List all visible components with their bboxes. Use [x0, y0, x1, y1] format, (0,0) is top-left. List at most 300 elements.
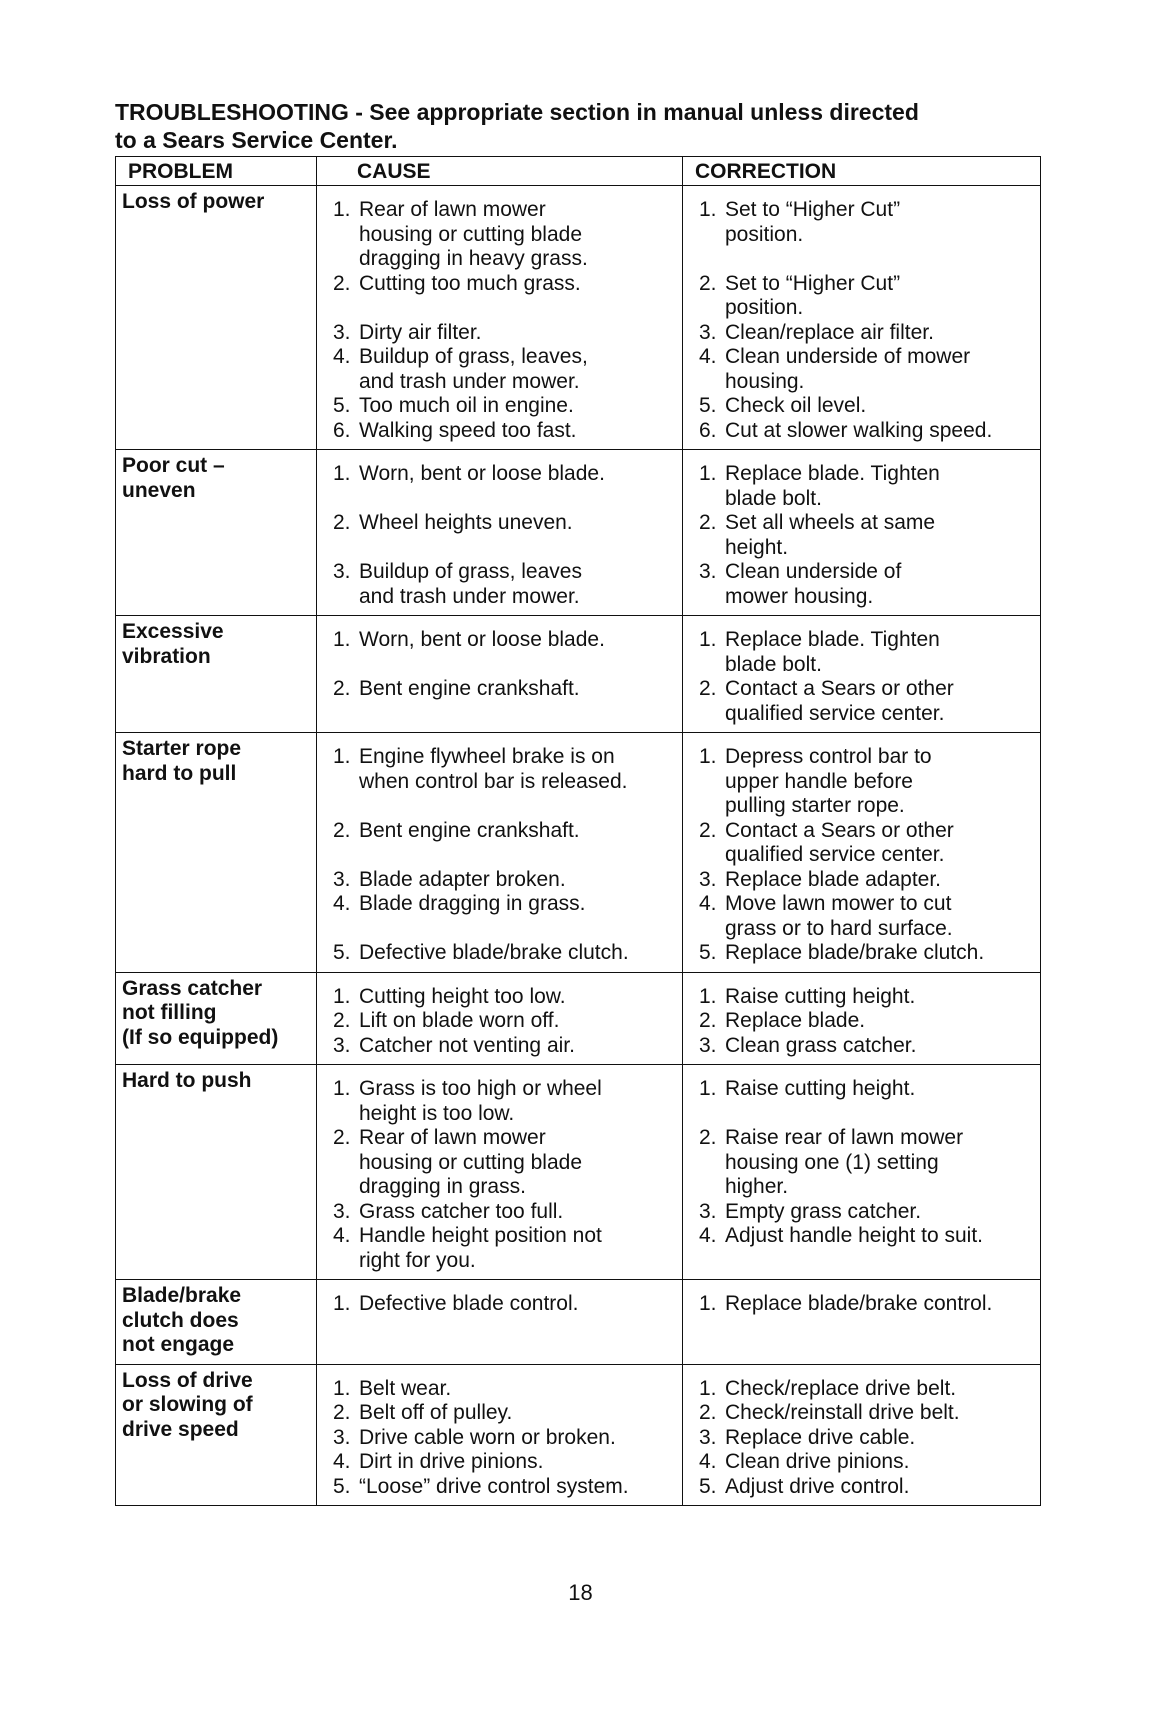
cause-cell: [317, 1364, 683, 1506]
cause-item-text: [359, 1426, 676, 1451]
cause-item: [323, 1200, 676, 1225]
correction-item-line: Clean underside of: [725, 560, 902, 583]
correction-item-line: blade bolt.: [725, 486, 822, 510]
cause-item-line: Bent engine crankshaft.: [359, 818, 580, 842]
cause-list: [323, 462, 676, 609]
cause-item-line: Belt wear.: [359, 1376, 452, 1400]
cause-item: [323, 1077, 676, 1126]
cause-item-text: [359, 345, 676, 394]
correction-item-text: [725, 511, 1034, 560]
problem-label-line: clutch does: [122, 1308, 239, 1332]
cause-list: [323, 628, 676, 702]
cause-item-line: Dirty air filter.: [359, 320, 482, 344]
cause-item-line: Belt off of pulley.: [359, 1401, 513, 1424]
cause-cell: [317, 450, 683, 616]
problem-cell: [116, 1065, 317, 1280]
correction-list: [689, 1292, 1034, 1317]
correction-item: [689, 419, 1034, 444]
header-cause: CAUSE: [317, 157, 683, 186]
correction-item-text: [725, 345, 1034, 394]
correction-item-number: 1.: [699, 1292, 717, 1315]
cause-item-line: Catcher not venting air.: [359, 1033, 575, 1057]
problem-label-line: Loss of drive: [122, 1368, 253, 1392]
correction-item-line: Clean underside of mower: [725, 345, 971, 368]
correction-item-text: [725, 985, 1034, 1010]
correction-item: [689, 941, 1034, 966]
cause-item-line: Blade adapter broken.: [359, 867, 566, 891]
cause-cell: [317, 1280, 683, 1365]
cause-item-text: [359, 394, 676, 419]
cause-item-text: [359, 560, 676, 609]
correction-item-line: Replace blade. Tighten: [725, 628, 940, 651]
problem-label-line: or slowing of: [122, 1393, 253, 1416]
cause-item-text: [359, 985, 676, 1010]
cause-item-line: Engine flywheel brake is on: [359, 745, 615, 768]
correction-item-number: 2.: [699, 1126, 717, 1149]
correction-item-text: [725, 1292, 1034, 1317]
cause-item-line: Lift on blade worn off.: [359, 1009, 560, 1032]
correction-item-line: Move lawn mower to cut: [725, 892, 952, 915]
correction-item-line: Replace blade/brake clutch.: [725, 941, 985, 964]
correction-item-line: Set to “Higher Cut”: [725, 271, 901, 295]
correction-item-number: 2.: [699, 818, 717, 842]
problem-label-line: not filling: [122, 1001, 217, 1024]
correction-item-number: 2.: [699, 271, 717, 295]
cause-item-text: [359, 419, 676, 444]
problem-label-line: drive speed: [122, 1417, 239, 1441]
cause-item-number: 5.: [333, 394, 351, 417]
cause-item-line: Dirt in drive pinions.: [359, 1450, 544, 1473]
correction-item-text: [725, 1126, 1034, 1200]
correction-item-number: 4.: [699, 1450, 717, 1473]
correction-item-text: [725, 868, 1034, 893]
correction-item-line: Empty grass catcher.: [725, 1199, 922, 1223]
correction-item-number: 1.: [699, 462, 717, 485]
problem-label-line: Poor cut –: [122, 454, 225, 477]
correction-item: [689, 1077, 1034, 1102]
cause-item: [323, 745, 676, 794]
cause-item-line: Rear of lawn mower: [359, 1126, 546, 1149]
correction-item: [689, 1450, 1034, 1475]
correction-item-line: Adjust handle height to suit.: [725, 1224, 984, 1247]
correction-item-line: Clean/replace air filter.: [725, 320, 934, 344]
correction-item-number: 3.: [699, 560, 717, 583]
cause-item: [323, 1224, 676, 1273]
cause-item: [323, 198, 676, 272]
cause-item-line: right for you.: [359, 1248, 476, 1272]
cause-item-text: [359, 677, 676, 702]
cause-item-text: [359, 1224, 676, 1273]
cause-item: [323, 1009, 676, 1034]
cause-item-line: Blade dragging in grass.: [359, 892, 586, 915]
cause-item-number: 4.: [333, 345, 351, 368]
correction-item-text: [725, 419, 1034, 444]
table-row: [116, 1364, 1041, 1506]
cause-item-number: 3.: [333, 1033, 351, 1057]
correction-item-text: [725, 745, 1034, 819]
cause-item-number: 4.: [333, 1450, 351, 1473]
correction-item-number: 3.: [699, 1199, 717, 1223]
cause-item-number: 5.: [333, 941, 351, 964]
correction-item: [689, 1292, 1034, 1317]
correction-item-line: Check/reinstall drive belt.: [725, 1401, 960, 1424]
header-problem: PROBLEM: [116, 157, 317, 186]
cause-cell: [317, 616, 683, 733]
correction-item-line: Replace blade/brake control.: [725, 1292, 993, 1315]
correction-item-line: Contact a Sears or other: [725, 677, 954, 700]
cause-item: [323, 1377, 676, 1402]
problem-cell: [116, 972, 317, 1065]
cause-cell: [317, 1065, 683, 1280]
cause-item-text: [359, 819, 676, 844]
cause-list: [323, 745, 676, 966]
cause-item: [323, 272, 676, 297]
cause-list: [323, 198, 676, 443]
correction-item-number: 3.: [699, 1033, 717, 1057]
table-header-row: [116, 157, 1041, 186]
correction-item-line: housing.: [725, 369, 805, 393]
correction-item-line: height.: [725, 535, 789, 559]
cause-item-number: 3.: [333, 867, 351, 891]
correction-item-line: qualified service center.: [725, 843, 945, 866]
correction-list: [689, 198, 1034, 443]
cause-list: [323, 1377, 676, 1500]
table-row: [116, 1280, 1041, 1365]
cause-item-line: when control bar is released.: [359, 769, 628, 793]
cause-item-number: 2.: [333, 271, 351, 295]
correction-item-text: [725, 394, 1034, 419]
correction-item: [689, 272, 1034, 321]
correction-list: [689, 745, 1034, 966]
correction-item-number: 3.: [699, 867, 717, 891]
cause-item-number: 1.: [333, 1077, 351, 1100]
correction-item-text: [725, 941, 1034, 966]
correction-item-text: [725, 1426, 1034, 1451]
cause-item-line: Bent engine crankshaft.: [359, 677, 580, 700]
correction-item-text: [725, 819, 1034, 868]
correction-item: [689, 892, 1034, 941]
cause-cell: [317, 972, 683, 1065]
problem-label-line: hard to pull: [122, 761, 237, 785]
correction-item: [689, 345, 1034, 394]
problem-cell: [116, 450, 317, 616]
correction-item-line: mower housing.: [725, 584, 874, 608]
correction-item-text: [725, 892, 1034, 941]
correction-item: [689, 1401, 1034, 1426]
correction-item-text: [725, 1401, 1034, 1426]
problem-label-line: Grass catcher: [122, 976, 263, 1000]
correction-item-text: [725, 628, 1034, 677]
correction-cell: [683, 616, 1041, 733]
cause-item-number: 1.: [333, 198, 351, 221]
cause-item-line: Handle height position not: [359, 1224, 602, 1247]
cause-item: [323, 985, 676, 1010]
title-line-2: to a Sears Service Center.: [115, 127, 398, 153]
problem-cell: [116, 1280, 317, 1365]
correction-item-text: [725, 1450, 1034, 1475]
cause-item-number: 3.: [333, 1199, 351, 1223]
correction-item-line: higher.: [725, 1175, 789, 1198]
page-title: [115, 98, 1040, 154]
cause-item-text: [359, 1009, 676, 1034]
correction-item: [689, 745, 1034, 819]
cause-item-line: Buildup of grass, leaves,: [359, 345, 588, 368]
correction-item-number: 6.: [699, 418, 717, 442]
cause-item-text: [359, 1126, 676, 1200]
cause-item-text: [359, 892, 676, 917]
correction-item-text: [725, 1377, 1034, 1402]
cause-item-text: [359, 1200, 676, 1225]
correction-list: [689, 1377, 1034, 1500]
problem-label-line: Loss of power: [122, 190, 265, 213]
correction-item-number: 2.: [699, 1401, 717, 1424]
problem-label-line: Hard to push: [122, 1069, 252, 1092]
correction-item-line: Clean grass catcher.: [725, 1033, 917, 1057]
cause-item: [323, 892, 676, 917]
cause-item-number: 6.: [333, 418, 351, 442]
correction-item-line: Contact a Sears or other: [725, 818, 954, 842]
problem-cell: [116, 616, 317, 733]
correction-item-line: position.: [725, 222, 804, 246]
table-body: [116, 186, 1041, 1506]
cause-item: [323, 628, 676, 653]
correction-cell: [683, 972, 1041, 1065]
cause-item: [323, 511, 676, 536]
correction-item-line: Set to “Higher Cut”: [725, 198, 901, 221]
correction-item-text: [725, 198, 1034, 247]
page-number: 18: [568, 1580, 593, 1605]
cause-item: [323, 819, 676, 844]
correction-item: [689, 394, 1034, 419]
cause-item-number: 4.: [333, 1224, 351, 1247]
correction-item-line: position.: [725, 296, 804, 319]
correction-item-number: 1.: [699, 984, 717, 1008]
correction-item-line: grass or to hard surface.: [725, 916, 953, 940]
correction-item-line: Adjust drive control.: [725, 1474, 910, 1498]
cause-item-line: and trash under mower.: [359, 369, 580, 393]
correction-item: [689, 1200, 1034, 1225]
correction-item-number: 1.: [699, 1376, 717, 1400]
table-row: [116, 733, 1041, 973]
correction-item-line: Clean drive pinions.: [725, 1450, 910, 1473]
cause-item-number: 3.: [333, 1425, 351, 1449]
problem-label-line: Excessive: [122, 620, 224, 643]
cause-item-line: dragging in grass.: [359, 1175, 526, 1198]
correction-item-text: [725, 321, 1034, 346]
correction-item-number: 5.: [699, 941, 717, 964]
cause-item: [323, 321, 676, 346]
correction-item-text: [725, 462, 1034, 511]
cause-item-line: Walking speed too fast.: [359, 418, 577, 442]
cause-item: [323, 345, 676, 394]
problem-label-line: not engage: [122, 1333, 235, 1356]
correction-item-text: [725, 560, 1034, 609]
cause-item-text: [359, 462, 676, 487]
correction-item-line: Replace blade.: [725, 1009, 866, 1032]
correction-item: [689, 868, 1034, 893]
cause-item-line: height is too low.: [359, 1101, 515, 1125]
cause-item-text: [359, 1377, 676, 1402]
cause-item-line: Cutting height too low.: [359, 984, 566, 1008]
correction-cell: [683, 450, 1041, 616]
correction-item: [689, 985, 1034, 1010]
correction-cell: [683, 186, 1041, 450]
cause-cell: [317, 733, 683, 973]
correction-item-number: 5.: [699, 1474, 717, 1498]
cause-list: [323, 1077, 676, 1273]
correction-item-line: Raise cutting height.: [725, 984, 916, 1008]
problem-label-line: vibration: [122, 644, 211, 668]
cause-item-number: 2.: [333, 511, 351, 534]
correction-item-number: 2.: [699, 677, 717, 700]
correction-item: [689, 819, 1034, 868]
cause-item-number: 1.: [333, 462, 351, 485]
correction-item-text: [725, 1475, 1034, 1500]
cause-item-number: 1.: [333, 984, 351, 1008]
cause-item-number: 5.: [333, 1474, 351, 1498]
correction-item-text: [725, 1009, 1034, 1034]
correction-item: [689, 677, 1034, 726]
cause-item-number: 1.: [333, 1376, 351, 1400]
problem-label-line: (If so equipped): [122, 1025, 279, 1049]
correction-item: [689, 1034, 1034, 1059]
cause-item-number: 1.: [333, 1292, 351, 1315]
header-correction: CORRECTION: [683, 157, 1041, 186]
cause-item-text: [359, 272, 676, 297]
cause-item-line: Wheel heights uneven.: [359, 511, 573, 534]
correction-cell: [683, 1364, 1041, 1506]
correction-item-line: blade bolt.: [725, 652, 822, 676]
correction-item-number: 2.: [699, 1009, 717, 1032]
correction-item-number: 4.: [699, 1224, 717, 1247]
correction-cell: [683, 1280, 1041, 1365]
cause-item-text: [359, 868, 676, 893]
cause-item-text: [359, 511, 676, 536]
table-row: [116, 186, 1041, 450]
cause-item-text: [359, 1034, 676, 1059]
correction-item-number: 3.: [699, 320, 717, 344]
table-row: [116, 616, 1041, 733]
cause-item-line: dragging in heavy grass.: [359, 247, 588, 270]
cause-item-line: Buildup of grass, leaves: [359, 560, 582, 583]
cause-item-number: 1.: [333, 628, 351, 651]
cause-item-text: [359, 1401, 676, 1426]
cause-item-line: Defective blade/brake clutch.: [359, 941, 629, 964]
correction-item-text: [725, 677, 1034, 726]
correction-item-line: qualified service center.: [725, 701, 945, 725]
correction-item-line: Cut at slower walking speed.: [725, 418, 993, 442]
cause-item-text: [359, 1292, 676, 1317]
correction-item-number: 1.: [699, 1077, 717, 1100]
correction-item-number: 4.: [699, 345, 717, 368]
cause-item-text: [359, 1475, 676, 1500]
correction-list: [689, 462, 1034, 609]
correction-item-line: pulling starter rope.: [725, 794, 905, 817]
cause-item-text: [359, 1077, 676, 1126]
cause-item: [323, 1426, 676, 1451]
correction-item: [689, 560, 1034, 609]
cause-item-text: [359, 198, 676, 272]
cause-item-number: 4.: [333, 892, 351, 915]
cause-item: [323, 1450, 676, 1475]
correction-cell: [683, 1065, 1041, 1280]
correction-item-line: Depress control bar to: [725, 745, 932, 768]
cause-item: [323, 1292, 676, 1317]
correction-item-number: 5.: [699, 394, 717, 417]
cause-item-text: [359, 941, 676, 966]
correction-item-line: Raise cutting height.: [725, 1077, 916, 1100]
cause-item-number: 2.: [333, 677, 351, 700]
correction-item-text: [725, 1224, 1034, 1249]
cause-item-number: 2.: [333, 1009, 351, 1032]
cause-item: [323, 1034, 676, 1059]
cause-item: [323, 941, 676, 966]
cause-item-line: Grass catcher too full.: [359, 1199, 564, 1223]
correction-item-line: Replace drive cable.: [725, 1425, 916, 1449]
cause-item-line: and trash under mower.: [359, 584, 580, 608]
correction-item-line: Raise rear of lawn mower: [725, 1126, 964, 1149]
cause-item: [323, 560, 676, 609]
correction-item-text: [725, 1077, 1034, 1102]
cause-item: [323, 1475, 676, 1500]
correction-cell: [683, 733, 1041, 973]
correction-item-line: Replace blade adapter.: [725, 867, 941, 891]
cause-cell: [317, 186, 683, 450]
cause-item-line: Worn, bent or loose blade.: [359, 628, 605, 651]
correction-item-text: [725, 1034, 1034, 1059]
correction-list: [689, 628, 1034, 726]
cause-item-line: housing or cutting blade: [359, 1150, 582, 1174]
correction-item-number: 2.: [699, 511, 717, 534]
cause-item-line: housing or cutting blade: [359, 222, 582, 246]
cause-item-text: [359, 745, 676, 794]
correction-item: [689, 1009, 1034, 1034]
correction-item: [689, 462, 1034, 511]
cause-item: [323, 462, 676, 487]
problem-label-line: uneven: [122, 478, 196, 502]
cause-list: [323, 1292, 676, 1317]
cause-item-number: 3.: [333, 320, 351, 344]
cause-item-number: 1.: [333, 745, 351, 768]
correction-item: [689, 321, 1034, 346]
cause-item-number: 2.: [333, 1126, 351, 1149]
table-row: [116, 450, 1041, 616]
correction-item-line: Check/replace drive belt.: [725, 1376, 957, 1400]
troubleshooting-table: [115, 156, 1041, 1506]
correction-item: [689, 628, 1034, 677]
correction-list: [689, 985, 1034, 1059]
correction-item-text: [725, 1200, 1034, 1225]
cause-item-number: 2.: [333, 1401, 351, 1424]
correction-item-number: 4.: [699, 892, 717, 915]
title-line-1: TROUBLESHOOTING - See appropriate section in manual unless directed: [115, 99, 919, 125]
cause-item: [323, 677, 676, 702]
cause-item-text: [359, 628, 676, 653]
cause-item-text: [359, 321, 676, 346]
cause-item-text: [359, 1450, 676, 1475]
correction-item-line: Replace blade. Tighten: [725, 462, 940, 485]
troubleshooting-page: [115, 98, 1040, 1506]
cause-item: [323, 868, 676, 893]
correction-item-number: 1.: [699, 198, 717, 221]
correction-item-number: 3.: [699, 1425, 717, 1449]
cause-item: [323, 394, 676, 419]
cause-item-line: Drive cable worn or broken.: [359, 1425, 616, 1449]
cause-item-line: Cutting too much grass.: [359, 271, 581, 295]
table-row: [116, 972, 1041, 1065]
problem-cell: [116, 733, 317, 973]
correction-item: [689, 1426, 1034, 1451]
